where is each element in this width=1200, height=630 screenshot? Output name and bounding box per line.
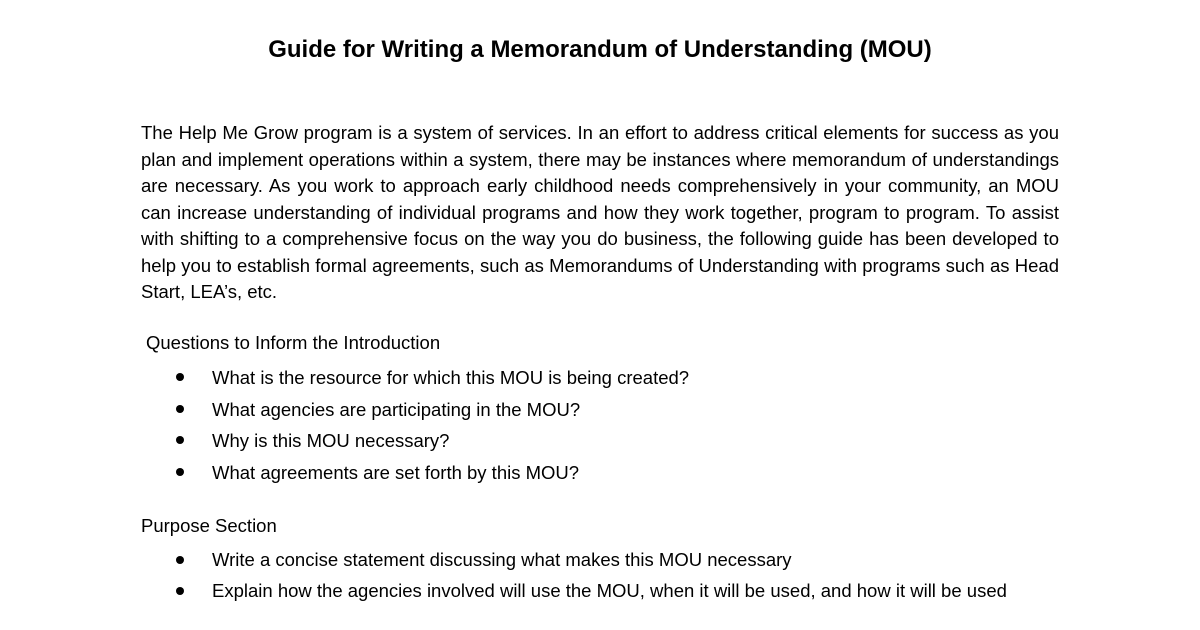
bullet-icon xyxy=(176,576,185,607)
list-item xyxy=(0,362,1032,394)
list-item-text: What agreements are set forth by this MOU? xyxy=(212,461,580,483)
list-item xyxy=(0,425,1032,457)
questions-list xyxy=(0,362,1032,488)
document-title: Guide for Writing a Memorandum of Understanding (MOU) xyxy=(268,36,932,63)
list-item xyxy=(0,394,1032,426)
section-heading-questions: Questions to Inform the Introduction xyxy=(146,332,441,353)
list-item-text: Why is this MOU necessary? xyxy=(212,430,450,451)
bullet-icon xyxy=(176,457,185,488)
list-item xyxy=(0,457,1032,489)
list-item xyxy=(0,576,1032,607)
section-heading-purpose: Purpose Section xyxy=(141,515,277,536)
list-item-text: Explain how the agencies involved will use the MOU, when it will be used, and how it will be used xyxy=(212,579,1007,601)
intro-paragraph: The Help Me Grow program is a system of services. In an effort to address critical elements for success as you plan and implement operations within a system, there may be instances where memorandum of understandings are necessary. As you work to approach early childhood needs comprehensively in your community, an MOU can increase understanding of individual programs and how they work together, program to program. To assist with shifting to a comprehensive focus on the way you do business, the following guide has been developed to help you to establish formal agreements, such as Memorandums of Understanding with programs such as Head Start, LEA’s, etc. xyxy=(141,122,1059,302)
list-item-text: What is the resource for which this MOU is being created? xyxy=(212,367,690,388)
purpose-list xyxy=(0,545,1032,606)
list-item-text: What agencies are participating in the MOU? xyxy=(212,398,581,420)
bullet-icon xyxy=(176,362,185,393)
list-item-text: Write a concise statement discussing what makes this MOU necessary xyxy=(212,549,792,570)
bullet-icon xyxy=(176,394,185,425)
bullet-icon xyxy=(176,545,185,576)
bullet-icon xyxy=(176,425,185,456)
list-item xyxy=(0,545,1032,576)
